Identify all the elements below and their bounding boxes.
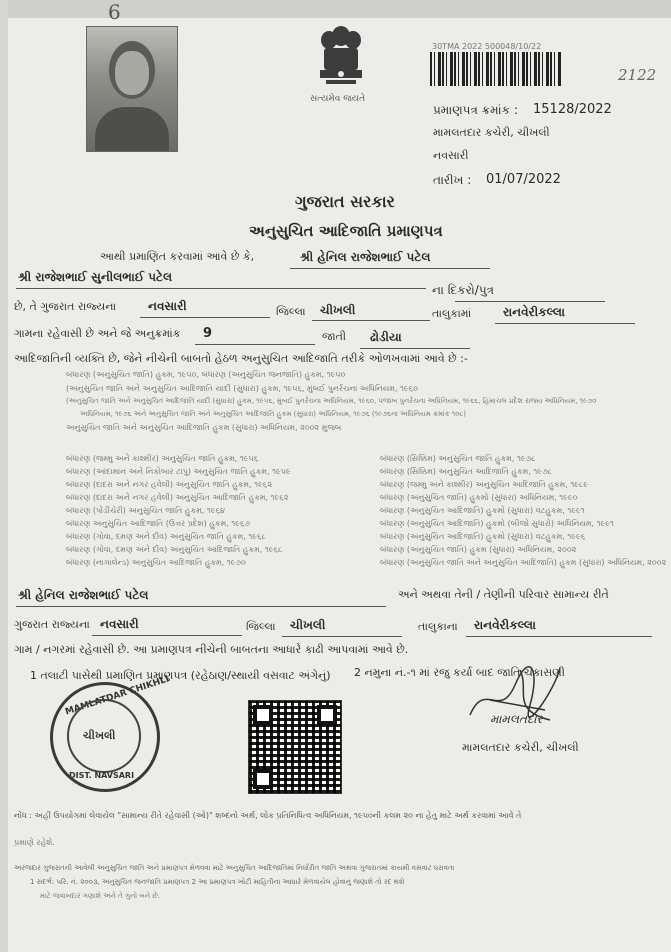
basis-item-2: 2 નમુના નં.-૧ માં રજુ કર્યા બાદ જાતિ ચકાસણી [354, 666, 565, 679]
seal-text-bottom: DIST. NAVSARI [69, 771, 135, 780]
district-label: જિલ્લા [276, 305, 306, 318]
office-line1: મામલતદાર કચેરી, ચીખલી [433, 126, 550, 139]
footer-note-4: માટે જવાબદાર ગણાશે અને તે ગુનો બને છે. [40, 892, 160, 900]
caste-value: ઢોડીયા [370, 330, 402, 344]
order-left-item: બંધારણ (જમ્મુ અને કાશ્મીર) અનુસુચિત જાતિ હુકમ, ૧૯૫૬ [66, 454, 259, 463]
barcode-icon [430, 52, 562, 86]
footer-note-1-tail: પ્રમાણે રહેશે. [14, 838, 55, 847]
order-right-item: બંધારણ (સિક્કિમ) અનુસુચિત જાતિ હુકમ, ૧૯૭૮ [380, 454, 536, 463]
footer-note-3: 1 સંદર્ભ: પરિ. નં. ૨૦૦૩, અનુસુચિત જનજાતિ પ્રમાણપત્ર 2 આ પ્રમાણપત્ર ખોટી માહિતીના આધારે મેળવાયેલ હોવાનું જણાશે તો રદ થશે [30, 878, 405, 886]
order-left-item: બંધારણ (નાગાલેન્ડ) અનુસુચિત આદિજાતિ હુકમ, ૧૯૭૦ [66, 558, 246, 567]
cert-number-label: પ્રમાણપત્ર ક્રમાંક : [433, 103, 518, 117]
district-value: નવસારી [148, 299, 187, 313]
handwritten-number: 6 [108, 0, 121, 24]
date-label: તારીખ : [433, 173, 472, 187]
certificate-title: અનુસુચિત આદિજાતિ પ્રમાણપત્ર [249, 222, 443, 240]
second-taluka-value: ચીખલી [290, 618, 326, 632]
taluka-label: તાલુકામાં [432, 307, 472, 320]
scan-left-edge [0, 0, 8, 952]
basis-item-1: 1 તલાટી પાસેથી પ્રમાણિત પ્રમાણપત્ર (રહેઠાણ/સ્થાયી વસવાટ અંગેનું) [30, 669, 331, 682]
village-underline [495, 323, 635, 324]
seal-text-top: MAMLATDAR CHIKHLI [64, 674, 171, 718]
qr-finder [253, 705, 273, 725]
second-district-value: નવસારી [100, 617, 139, 631]
order-right-item: બંધારણ (સિક્કિમ) અનુસુચિત આદિજાતિ હુકમ, ૧૯૭૮ [380, 467, 553, 476]
order-left-item: બંધારણ (આંદામાન અને નિકોબાર ટાપુ) અનુસુચિત જાતિ હુકમ, ૧૯૫૯ [66, 467, 291, 476]
cert-number-value: 15128/2022 [533, 102, 612, 117]
serial-underline [195, 344, 315, 345]
official-seal [50, 674, 171, 792]
scan-top-edge [0, 0, 671, 18]
father-name: શ્રી રાજેશભાઈ સુનીલભાઈ પટેલ [18, 270, 173, 284]
government-title: ગુજરાત સરકાર [295, 192, 395, 211]
order-right-item: બંધારણ (અનુસુચિત આદિજાતિ) હુકમો (સુધારા) વટહુકમ, ૧૯૯૬ [380, 532, 586, 541]
second-holder-name: શ્રી હેનિલ રાજેશભાઈ પટેલ [18, 588, 149, 602]
barcode-text: 30TMA 2022 500048/10/22 [432, 42, 542, 51]
son-underline [455, 301, 605, 302]
son-daughter-label: ના દિકરો/પુત્ર [432, 283, 495, 297]
order-left-item: બંધારણ (ગોવા, દમણ અને દીવ) અનુસુચિત આદિજાતિ હુકમ, ૧૯૬૮ [66, 545, 283, 554]
serial-value: 9 [203, 326, 213, 341]
second-village-underline [466, 636, 652, 637]
order-left-item: બંધારણ (પોંડીચેરી) અનુસુચિત જાતિ હુકમ, ૧૯૬૪ [66, 506, 225, 515]
second-taluka-label: તાલુકાના [418, 620, 458, 633]
holder-name: શ્રી હેનિલ રાજેશભાઈ પટેલ [300, 250, 431, 264]
seal-text-center: ચીખલી [83, 729, 116, 742]
father-underline [16, 288, 426, 289]
order-line-1: બંધારણ (અનુસુચિત જાતિ) હુકમ, ૧૯૫૦, બંધારણ (અનુસુચિત જનજાતિ) હુકમ, ૧૯૫૦ [66, 370, 346, 379]
handwritten-margin-note: 2122 [618, 66, 657, 84]
family-text: અને અથવા તેની / તેણીની પરિવાર સામાન્ય રીતે [398, 588, 609, 601]
order-right-item: બંધારણ (જમ્મુ અને કાશ્મીર) અનુસુચિત આદિજાતિ હુકમ, ૧૯૮૯ [380, 480, 589, 489]
order-left-item: બંધારણ (દાદરા અને નગર હવેલી) અનુસુચિત જાતિ હુકમ, ૧૯૬૨ [66, 480, 272, 489]
order-right-item: બંધારણ (અનુસુચિત આદિજાતિ) હુકમો (બીજો સુધારો) અધિનિયમ, ૧૯૯૧ [380, 519, 614, 528]
taluka-value: ચીખલી [320, 303, 356, 317]
caste-underline [360, 348, 470, 349]
photo-face [115, 51, 149, 95]
district-underline [140, 317, 270, 318]
tribe-text: આદિજાતિની વ્યક્તિ છે, જેને નીચેની બાબતો હેઠળ અનુસુચિત આદિજાતિ તરીકે ઓળખવામાં આવે છે :- [14, 352, 468, 365]
order-right-item: બંધારણ (અનુસુચિત જાતિ અને અનુસુચિત આદિજાતિ) હુકમ (સુધારા) અધિનિયમ, ૨૦૦૨ [380, 558, 667, 567]
second-village-value: રાનવેરીકલ્લા [474, 618, 536, 632]
photo-body [95, 107, 169, 151]
office-line2: નવસારી [433, 149, 469, 162]
order-line-4: અધિનિયમ, ૧૯૭૬ અને અનુસુચિત જાતિ અને અનુસુચિત આદિજાતિ હુકમ (સુધારા) અધિનિયમ, ૧૯૭૬ (૧૯૭૬ના અધિનિયમ ક્રમાંક ૧૦૮) [80, 410, 467, 418]
order-left-item: બંધારણ અનુસુચિત આદિજાતિ (ઉત્તર પ્રદેશ) હુકમ, ૧૯૬૭ [66, 519, 250, 528]
holder-underline [290, 268, 490, 269]
state-prefix: છે, તે ગુજરાત રાજ્યના [14, 300, 117, 313]
second-district-underline [92, 635, 242, 636]
order-line-3: (અનુસુચિત જાતિ અને અનુસુચિત આદિજાતિ યાદી (સુધારા) હુકમ, ૧૯૫૬, મુંબઈ પુનર્રચના અધિનિયમ, ૧૯૬૦, પંજાબ પુનર્રચના અધિનિયમ, ૧૯૬૬, હિમાચલ પ્રદેશ રાજ્ય અધિનિયમ, ૧૯૭૦ [66, 397, 597, 405]
applicant-photo [86, 26, 178, 152]
resident-text: ગામના રહેવાસી છે અને જે અનુક્રમાંક [14, 327, 181, 340]
order-line-2: (અનુસુચિત જાતિ અને અનુસુચિત આદિજાતિ યાદી (સુધારા) હુકમ, ૧૯૫૬, મુંબઈ પુનર્રચના અધિનિયમ, ૧૯૬૦ [66, 384, 418, 393]
order-left-item: બંધારણ (ગોવા, દમણ અને દીવ) અનુસુચિત જાતિ હુકમ, ૧૯૬૮ [66, 532, 266, 541]
footer-note-1: નોંધ : અહીં ઉપયોગમાં લેવાયેલ "સામાન્ય રીતે રહેવાસી (ઓ)" શબ્દનો અર્થ, લોક પ્રતિનિધિત્વ અધિનિયમ, ૧૯૫૦ની કલમ ૨૦ ના હેતુ માટે અર્થ કરવામાં આવે તે [14, 811, 522, 820]
signature-office: મામલતદાર કચેરી, ચીખલી [462, 741, 579, 754]
second-taluka-underline [282, 636, 402, 637]
footer-note-2: અરજદાર ગુજરાતની આવેલી અનુસુચિત જાતિ અને પ્રમાણપત્ર મેળવવા માટે અનુસુચિત આદિજાતિમાં નિર્ધારીત જાતિ અથવા ગુજરાતમાં કાયમી વસવાટ ધરાવતા [14, 864, 455, 872]
signature-designation: મામલતદાર [490, 712, 543, 726]
qr-finder [317, 705, 337, 725]
taluka-underline [312, 320, 430, 321]
address-text: ગામ / નગરમાં રહેવાસી છે. આ પ્રમાણપત્ર નીચેની બાબતના આધારે કાઢી આપવામાં આવે છે. [14, 643, 409, 656]
order-right-item: બંધારણ (અનુસુચિત જાતિ) હુકમો (સુધારા) અધિનિયમ, ૧૯૯૦ [380, 493, 578, 502]
second-district-label: જિલ્લા [246, 620, 276, 633]
village-value: રાનવેરીકલ્લા [503, 305, 565, 319]
order-right-item: બંધારણ (અનુસુચિત આદિજાતિ) હુકમો (સુધારા) વટહુકમ, ૧૯૯૧ [380, 506, 585, 515]
order-right-item: બંધારણ (અનુસુચિત જાતિ) હુકમ (સુધારા) અધિનિયમ, ૨૦૦૨ [380, 545, 577, 554]
caste-label: જાતી [322, 330, 347, 343]
order-left-item: બંધારણ (દાદરા અને નગર હવેલી) અનુસુચિત આદિજાતિ હુકમ, ૧૯૬૨ [66, 493, 289, 502]
order-line-5: અનુસુચિત જાતિ અને અનુસુચિત આદિજાતિ હુકમ (સુધારા) અધિનિયમ, ૨૦૦૨ મુજબ [66, 423, 342, 432]
qr-code-icon [248, 700, 342, 794]
date-value: 01/07/2022 [486, 172, 561, 187]
qr-finder [253, 769, 273, 789]
second-state-prefix: ગુજરાત રાજ્યના [14, 618, 90, 631]
emblem-caption: સત્યમેવ જયતે [310, 94, 366, 104]
second-holder-underline [16, 606, 386, 607]
certify-text: આથી પ્રમાણિત કરવામાં આવે છે કે, [100, 250, 255, 263]
